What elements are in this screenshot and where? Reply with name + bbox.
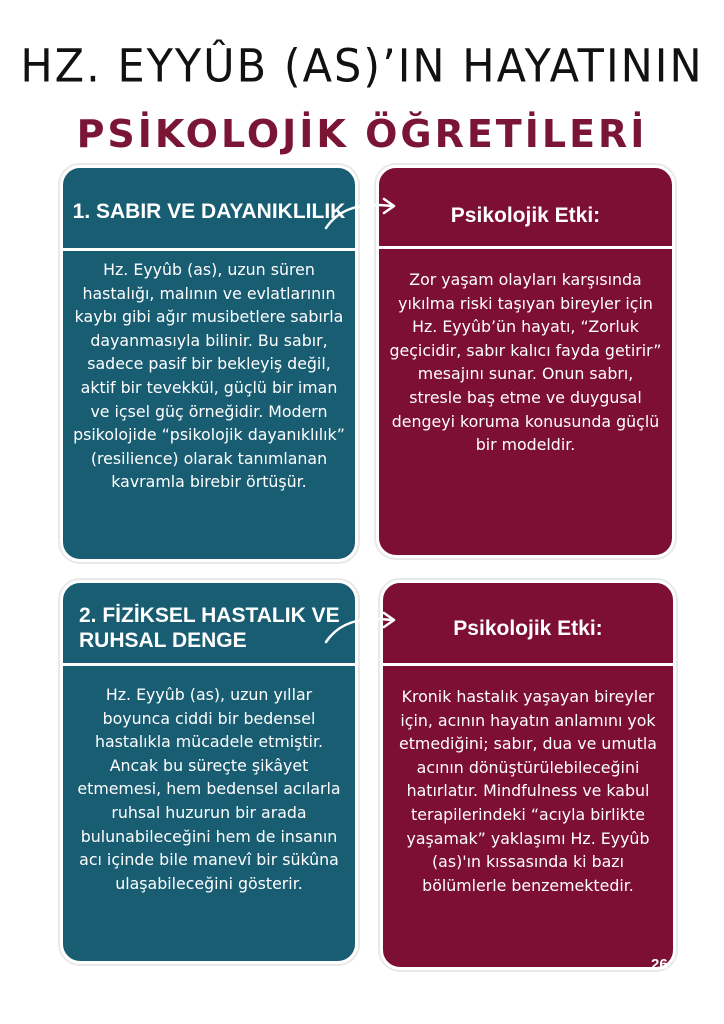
divider xyxy=(63,663,355,666)
curved-arrow-icon xyxy=(322,194,402,234)
section-2-heading: 2. FİZİKSEL HASTALIK VE RUHSAL DENGE xyxy=(79,604,340,652)
section-2-effect-heading: Psikolojik Etki: xyxy=(453,617,603,640)
divider xyxy=(63,248,355,251)
section-2-card xyxy=(60,580,358,964)
section-2-effect-body: Kronik hastalık yaşayan bireyler için, acının hayatın anlamını yok etmediğini; sabır, dua ve umutla acının dönüştürülebileceğini hatırlatır. Mindfulness ve kabul terapilerindeki “acıyla birlikte yaşamak” yaklaşımı Hz. Eyyûb (as)'ın kıssasında ki bazı bölümlerle benzemektedir. xyxy=(399,687,657,895)
divider xyxy=(379,246,672,249)
section-2-body: Hz. Eyyûb (as), uzun yıllar boyunca ciddi bir bedensel hastalıkla mücadele etmiştir. Ancak bu süreçte şikâyet etmemesi, hem bedensel acılarla ruhsal huzurun bir arada bulunabileceğini hem de insanın acı içinde bile manevî bir sükûna ulaşabileceğini gösterir. xyxy=(77,685,341,893)
curved-arrow-icon xyxy=(322,608,402,648)
page-number: 26 xyxy=(651,956,668,973)
divider xyxy=(383,663,673,666)
section-1-effect-body: Zor yaşam olayları karşısında yıkılma riski taşıyan bireyler için Hz. Eyyûb’ün hayatı, “Zorluk geçicidir, sabır kalıcı fayda getirir” mesajını sunar. Onun sabrı, stresle baş etme ve duygusal dengeyi koruma konusunda güçlü bir modeldir. xyxy=(389,270,662,455)
page-subtitle: PSİKOLOJİK ÖĞRETİLERİ xyxy=(76,112,648,156)
section-2-effect-card xyxy=(380,580,676,970)
page-title: HZ. EYYÛB (AS)’IN HAYATININ xyxy=(20,40,704,94)
section-1-card xyxy=(60,165,358,562)
section-1-heading: 1. SABIR VE DAYANIKLILIK xyxy=(72,199,346,223)
section-1-body: Hz. Eyyûb (as), uzun süren hastalığı, malının ve evlatlarının kaybı gibi ağır musibetlere sabırla dayanmasıyla bilinir. Bu sabır, sadece pasif bir bekleyiş değil, aktif bir tevekkül, güçlü bir iman ve içsel güç örneğidir. Modern psikolojide “psikolojik dayanıklılık” (resilience) olarak tanımlanan kavramla birebir örtüşür. xyxy=(73,260,345,492)
section-1-effect-heading: Psikolojik Etki: xyxy=(450,204,601,227)
section-1-effect-card xyxy=(376,165,675,558)
